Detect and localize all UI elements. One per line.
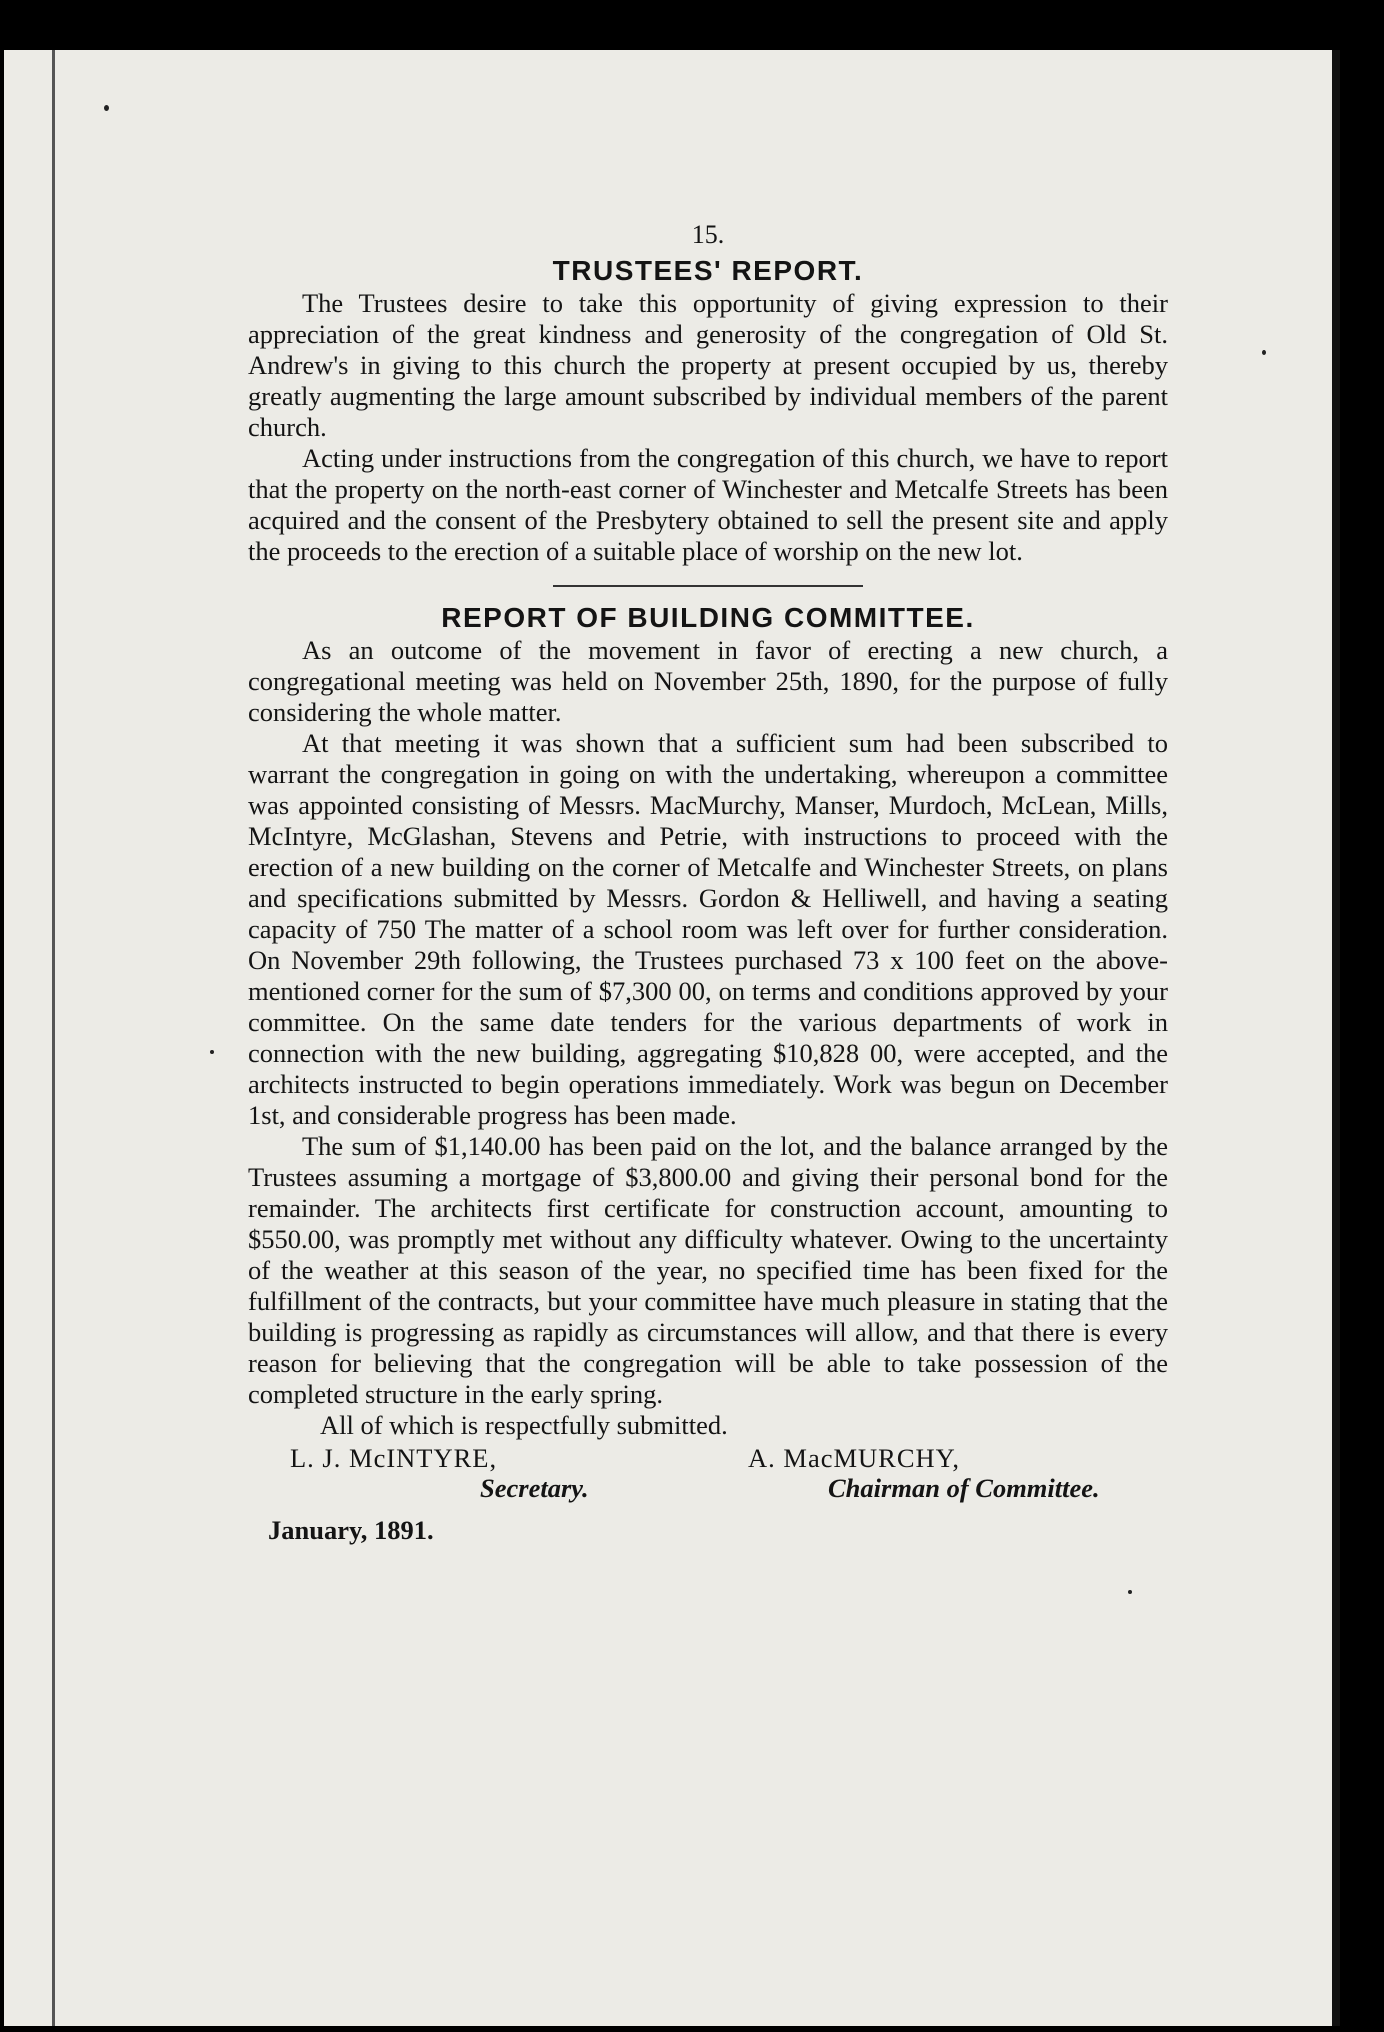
building-committee-paragraph: As an outcome of the movement in favor of erecting a new church, a congregational meeting was held on November 25th, 1890, for the purpose of fully considering the whole matter.	[248, 635, 1168, 727]
chairman-title: Chairman of Committee.	[828, 1473, 1100, 1503]
document-body	[248, 220, 1168, 1546]
trustees-report-paragraph: The Trustees desire to take this opportunity of giving expression to their appreciation of the great kindness and generosity of the congregation of Old St. Andrew's in giving to this church the property at present occupied by us, thereby greatly augmenting the large amount subscribed by individual members of the parent church.	[248, 288, 1168, 442]
scan-speck	[1128, 1590, 1132, 1594]
trustees-report-heading: TRUSTEES' REPORT.	[552, 255, 864, 286]
secretary-title: Secretary.	[480, 1473, 589, 1503]
report-date: January, 1891.	[268, 1515, 434, 1545]
document-page	[4, 50, 1340, 2026]
trustees-report-paragraph: Acting under instructions from the congregation of this church, we have to report that the property on the north-east corner of Winchester and Metcalfe Streets has been acquired and the consent of the Presbytery obtained to sell the present site and apply the proceeds to the erection of a suitable place of worship on the new lot.	[248, 443, 1168, 566]
page-binding-edge	[52, 50, 55, 2026]
chairman-name: A. MacMURCHY,	[748, 1443, 961, 1473]
closing-statement: All of which is respectfully submitted.	[320, 1410, 728, 1440]
scan-speck	[210, 1050, 214, 1054]
building-committee-report-section	[248, 601, 1168, 1441]
chairman-signature	[748, 1443, 1100, 1503]
trustees-report-section	[248, 254, 1168, 567]
scan-speck	[104, 105, 109, 111]
secretary-signature	[290, 1443, 589, 1503]
scan-speck	[1262, 350, 1266, 355]
building-committee-paragraph: The sum of $1,140.00 has been paid on the lot, and the balance arranged by the Trustees assuming a mortgage of $3,800.00 and giving their personal bond for the remainder. The architects first certificate for construction account, amounting to $550.00, was promptly met without any difficulty whatever. Owing to the uncertainty of the weather at this season of the year, no specified time has been fixed for the fulfillment of the contracts, but your committee have much pleasure in stating that the building is progressing as rapidly as circumstances will allow, and that there is every reason for believing that the congregation will be able to take possession of the completed structure in the early spring.	[248, 1131, 1168, 1409]
building-committee-paragraph: At that meeting it was shown that a sufficient sum had been subscribed to warrant the congregation in going on with the undertaking, whereupon a committee was appointed consisting of Messrs. MacMurchy, Manser, Murdoch, McLean, Mills, McIntyre, McGlashan, Stevens and Petrie, with instructions to proceed with the erection of a new building on the corner of Metcalfe and Winchester Streets, on plans and specifications submitted by Messrs. Gordon & Helliwell, and having a seating capacity of 750 The matter of a school room was left over for further consideration. On November 29th following, the Trustees purchased 73 x 100 feet on the above-mentioned corner for the sum of $7,300 00, on terms and conditions approved by your committee. On the same date tenders for the various departments of work in connection with the new building, aggregating $10,828 00, were accepted, and the architects instructed to begin operations immediately. Work was begun on December 1st, and considerable progress has been made.	[248, 728, 1168, 1130]
building-committee-report-heading: REPORT OF BUILDING COMMITTEE.	[441, 602, 975, 633]
page-number: 15.	[691, 220, 725, 249]
section-divider	[553, 585, 863, 587]
page-right-edge	[1332, 50, 1340, 2026]
signature-block	[248, 1443, 1168, 1513]
secretary-name: L. J. McINTYRE,	[290, 1443, 498, 1473]
